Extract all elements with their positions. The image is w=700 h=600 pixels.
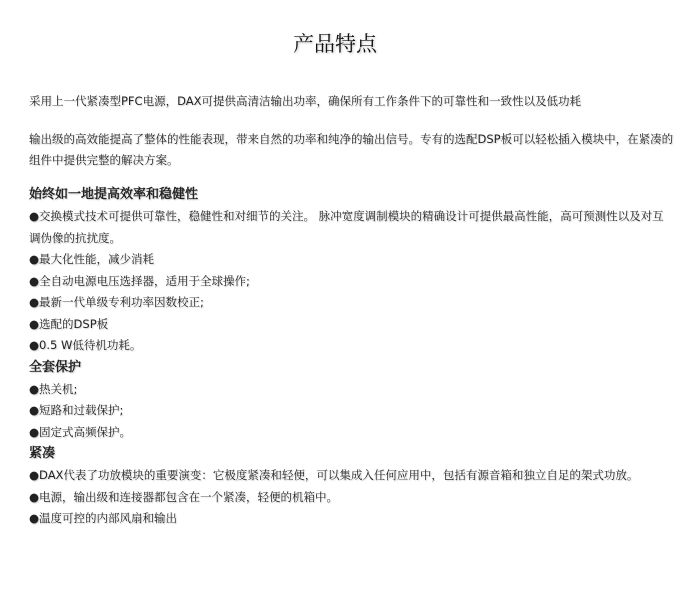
list-item: ●短路和过载保护; (29, 403, 124, 417)
feature-list (29, 465, 675, 530)
list-item: ●0.5 W低待机功耗。 (29, 338, 142, 352)
section-efficiency (29, 184, 675, 357)
list-item: ●最新一代单级专利功率因数校正; (29, 295, 204, 309)
feature-list (29, 379, 675, 444)
list-item: ●最大化性能，减少消耗 (29, 252, 155, 266)
section-heading: 始终如一地提高效率和稳健性 (29, 187, 199, 202)
section-compact (29, 443, 675, 530)
content-area (29, 91, 675, 530)
section-protection (29, 357, 675, 444)
list-item: ●选配的DSP板 (29, 316, 109, 331)
list-item: ●交换模式技术可提供可靠性，稳健性和对细节的关注。 脉冲宽度调制模块的精确设计可提供最高性能，高可预测性以及对互调伪像的抗扰度。 (29, 209, 664, 245)
intro-paragraph-2: 输出级的高效能提高了整体的性能表现，带来自然的功率和纯净的输出信号。专有的选配DSP板可以轻松插入模块中，在紧凑的组件中提供完整的解决方案。 (29, 132, 674, 167)
page-title: 产品特点 (293, 32, 377, 56)
list-item: ●电源，输出级和连接器都包含在一个紧凑，轻便的机箱中。 (29, 489, 339, 504)
feature-list (29, 206, 675, 357)
list-item: ●热关机; (29, 381, 78, 396)
list-item: ●全自动电源电压选择器，适用于全球操作; (29, 273, 250, 288)
intro-paragraph-1: 采用上一代紧凑型PFC电源，DAX可提供高清洁输出功率，确保所有工作条件下的可靠性和一致性以及低功耗 (29, 94, 581, 108)
list-item: ●DAX代表了功放模块的重要演变：它极度紧凑和轻便，可以集成入任何应用中，包括有源音箱和独立自足的架式功放。 (29, 468, 639, 482)
section-heading: 紧凑 (29, 446, 56, 461)
section-heading: 全套保护 (29, 359, 82, 375)
list-item: ●固定式高频保护。 (29, 424, 132, 439)
list-item: ●温度可控的内部风扇和输出 (29, 511, 178, 525)
